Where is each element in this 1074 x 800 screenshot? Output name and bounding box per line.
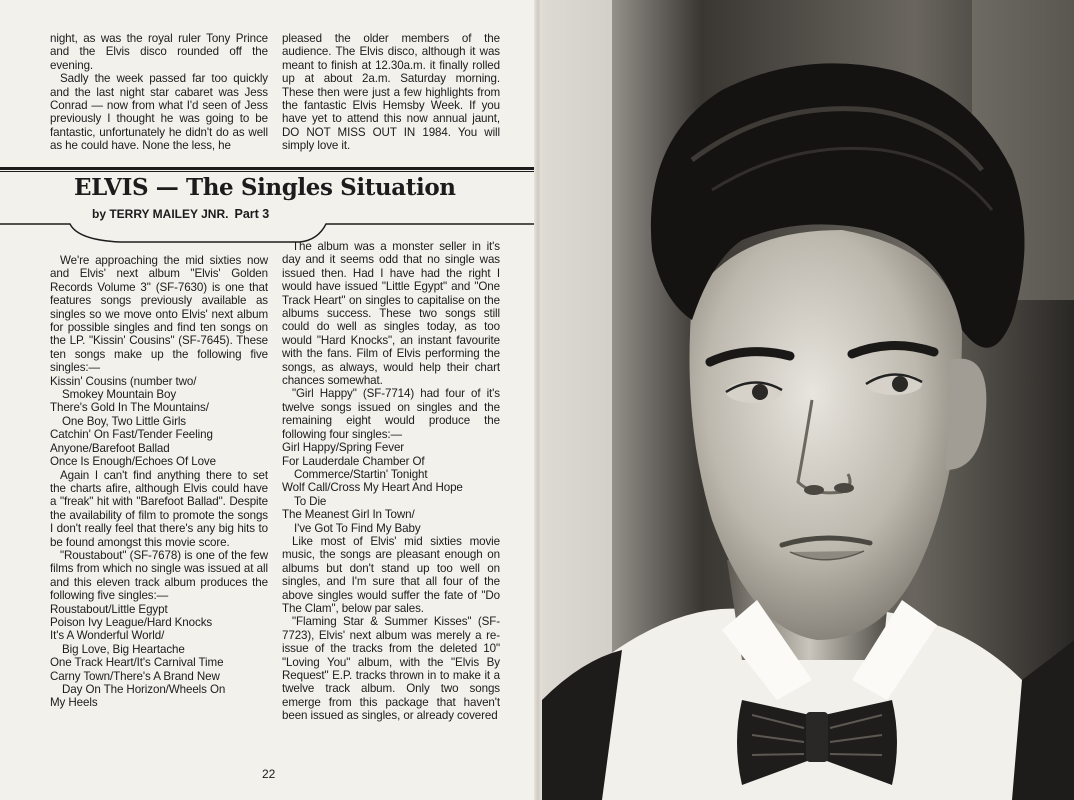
top-left-paragraph-2: Sadly the week passed far too quickly and the last night star cabaret was Jess Conrad — now from what I'd seen of Jess previously I thought he was going to be fantastic, unfortunately he didn't do as well as he could have. None the less, he [50,72,268,153]
top-right-paragraph-1: pleased the older members of the audience. The Elvis disco, although it was meant to finish at 12.30a.m. it finally rolled up at about 2a.m. Saturday morning. These then were just a few highlights from the fantastic Elvis Hemsby Week. If you have yet to attend this now annual jaunt, DO NOT MISS OUT IN 1984. You will simply love it. [282,32,500,153]
list-item: Kissin' Cousins (number two/ [50,374,197,388]
article-column-right [282,240,500,723]
section-rule-thick [0,167,538,170]
byline-author: by TERRY MAILEY JNR. [92,207,229,221]
col-a-paragraph-3: "Roustabout" (SF-7678) is one of the few films from which no single was issued at all and this eleven track album produces the following five singles:— [50,548,268,603]
right-page [542,0,1074,800]
list-item: Roustabout/Little Egypt [50,602,168,616]
top-left-column [50,32,268,153]
list-item: My Heels [50,696,98,710]
list-item: Anyone/Barefoot Ballad [50,441,170,455]
list-item: Wolf Call/Cross My Heart And Hope [282,481,463,495]
list-item: Carny Town/There's A Brand New [50,669,220,683]
list-item: For Lauderdale Chamber Of [282,454,425,468]
page-gutter [534,0,542,800]
byline-part: Part 3 [234,207,270,221]
article-byline [92,207,269,221]
list-item: The Meanest Girl In Town/ [282,508,415,522]
col-b-paragraph-3: Like most of Elvis' mid sixties movie music, the songs are pleasant enough on albums but don't stand up too well on singles, and I'm sure that all four of the above singles would suffer the fate of "Do The Clam", below par sales. [282,534,500,615]
list-item: It's A Wonderful World/ [50,629,165,643]
col-a-paragraph-2: Again I can't find anything there to set the charts afire, although Elvis could have a "freak" hit with "Barefoot Ballad". Despite the availability of film to promote the songs I don't really feel that there's any big hits to be found amongst this movie score. [50,468,268,549]
list-item: Big Love, Big Heartache [62,642,185,656]
list-item: I've Got To Find My Baby [294,521,421,535]
list-item: Once Is Enough/Echoes Of Love [50,455,216,469]
section-rule-thin [0,171,538,172]
list-item: Catchin' On Fast/Tender Feeling [50,428,213,442]
list-item: Poison Ivy League/Hard Knocks [50,615,213,629]
list-item: To Die [294,494,327,508]
list-item: Smokey Mountain Boy [62,388,177,402]
article-headline: ELVIS — The Singles Situation [74,174,456,201]
list-item: There's Gold In The Mountains/ [50,401,209,415]
singles-list-roustabout [50,603,268,710]
article-column-left [50,254,268,710]
list-item: Commerce/Startin' Tonight [294,467,428,481]
col-b-paragraph-2: "Girl Happy" (SF-7714) had four of it's twelve songs issued on singles and the remaining eight would produce the following four singles:— [282,387,500,441]
col-b-paragraph-1: The album was a monster seller in it's day and it seems odd that no single was issued then. Had I have had the right I would have issued "Little Egypt" and "One Track Heart" on singles to capitalise on the albums success. These two songs still could do well as singles today, as too would "Hard Knocks", an instant favourite with the fans. Film of Elvis performing the songs, as always, would help their chart chances somewhat. [282,240,500,388]
singles-list-kissin-cousins [50,375,268,469]
list-item: Girl Happy/Spring Fever [282,441,405,455]
top-right-column [282,32,500,153]
col-b-paragraph-4: "Flaming Star & Summer Kisses" (SF-7723), Elvis' next album was merely a re-issue of the tracks from the deleted 10" "Loving You" album, with the "Elvis By Request" E.P. tracks thrown in to make it a twelve track album. Only two songs emerge from this package that haven't been issued as singles, or already covered [282,615,500,723]
list-item: One Boy, Two Little Girls [62,414,187,428]
col-a-paragraph-1: We're approaching the mid sixties now and Elvis' next album "Elvis' Golden Records Volume 3" (SF-7630) is one that features songs previously available as singles so we move onto Elvis' next album for possible singles and find ten songs on the LP. "Kissin' Cousins" (SF-7645). These ten songs make up the following five singles:— [50,254,268,375]
list-item: One Track Heart/It's Carnival Time [50,656,224,670]
list-item: Day On The Horizon/Wheels On [62,683,226,696]
singles-list-girl-happy [282,441,500,535]
page-number: 22 [262,767,276,781]
top-left-paragraph-1: night, as was the royal ruler Tony Prince and the Elvis disco rounded off the evening. [50,32,268,72]
elvis-portrait-photo [542,0,1074,800]
